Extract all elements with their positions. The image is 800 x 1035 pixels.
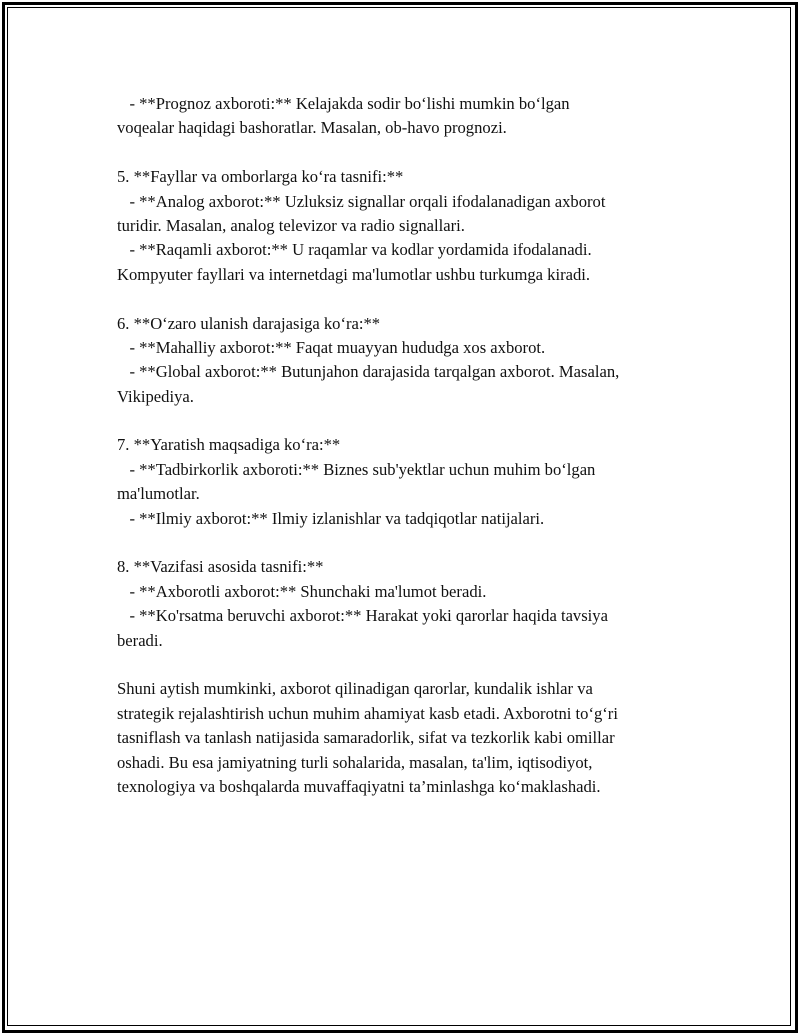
paragraph-prognoz — [117, 92, 697, 141]
paragraph-gap — [117, 141, 697, 165]
text-line: - **Tadbirkorlik axboroti:** Biznes sub'yektlar uchun muhim bo‘lgan — [117, 459, 596, 479]
paragraph-gap — [117, 287, 697, 311]
section-heading: 5. **Fayllar va omborlarga ko‘ra tasnifi:** — [117, 167, 404, 187]
section-heading: 7. **Yaratish maqsadiga ko‘ra:** — [117, 435, 341, 455]
text-line: oshadi. Bu esa jamiyatning turli sohalarida, masalan, ta'lim, iqtisodiyot, — [117, 752, 593, 772]
conclusion-paragraph — [117, 677, 697, 799]
text-line: - **Axborotli axborot:** Shunchaki ma'lumot beradi. — [117, 581, 487, 601]
text-line: - **Global axborot:** Butunjahon darajasida tarqalgan axborot. Masalan, — [117, 362, 620, 382]
text-line: - **Analog axborot:** Uzluksiz signallar orqali ifodalanadigan axborot — [117, 191, 606, 211]
text-line: strategik rejalashtirish uchun muhim ahamiyat kasb etadi. Axborotni to‘g‘ri — [117, 703, 618, 723]
paragraph-gap — [117, 409, 697, 433]
text-line: beradi. — [117, 630, 163, 650]
text-line: - **Ko'rsatma beruvchi axborot:** Harakat yoki qarorlar haqida tavsiya — [117, 606, 608, 626]
section-heading: 6. **O‘zaro ulanish darajasiga ko‘ra:** — [117, 313, 381, 333]
document-body — [117, 92, 697, 799]
text-line: texnologiya va boshqalarda muvaffaqiyatni ta’minlashga ko‘maklashadi. — [117, 776, 601, 796]
section-8 — [117, 555, 697, 653]
text-line: tasniflash va tanlash natijasida samaradorlik, sifat va tezkorlik kabi omillar — [117, 728, 615, 748]
text-line: voqealar haqidagi bashoratlar. Masalan, ob-havo prognozi. — [117, 118, 507, 138]
section-6 — [117, 312, 697, 410]
text-line: Shuni aytish mumkinki, axborot qilinadigan qarorlar, kundalik ishlar va — [117, 679, 593, 699]
section-heading: 8. **Vazifasi asosida tasnifi:** — [117, 557, 324, 577]
text-line: ma'lumotlar. — [117, 484, 200, 504]
text-line: Vikipediya. — [117, 386, 194, 406]
section-5 — [117, 165, 697, 287]
paragraph-gap — [117, 653, 697, 677]
text-line: - **Mahalliy axborot:** Faqat muayyan hududga xos axborot. — [117, 337, 546, 357]
text-line: Kompyuter fayllari va internetdagi ma'lumotlar ushbu turkumga kiradi. — [117, 264, 591, 284]
text-line: turidir. Masalan, analog televizor va radio signallari. — [117, 215, 465, 235]
paragraph-gap — [117, 531, 697, 555]
text-line: - **Raqamli axborot:** U raqamlar va kodlar yordamida ifodalanadi. — [117, 240, 592, 260]
text-line: - **Prognoz axboroti:** Kelajakda sodir bo‘lishi mumkin bo‘lgan — [117, 94, 570, 113]
text-line: - **Ilmiy axborot:** Ilmiy izlanishlar va tadqiqotlar natijalari. — [117, 508, 545, 528]
section-7 — [117, 433, 697, 531]
